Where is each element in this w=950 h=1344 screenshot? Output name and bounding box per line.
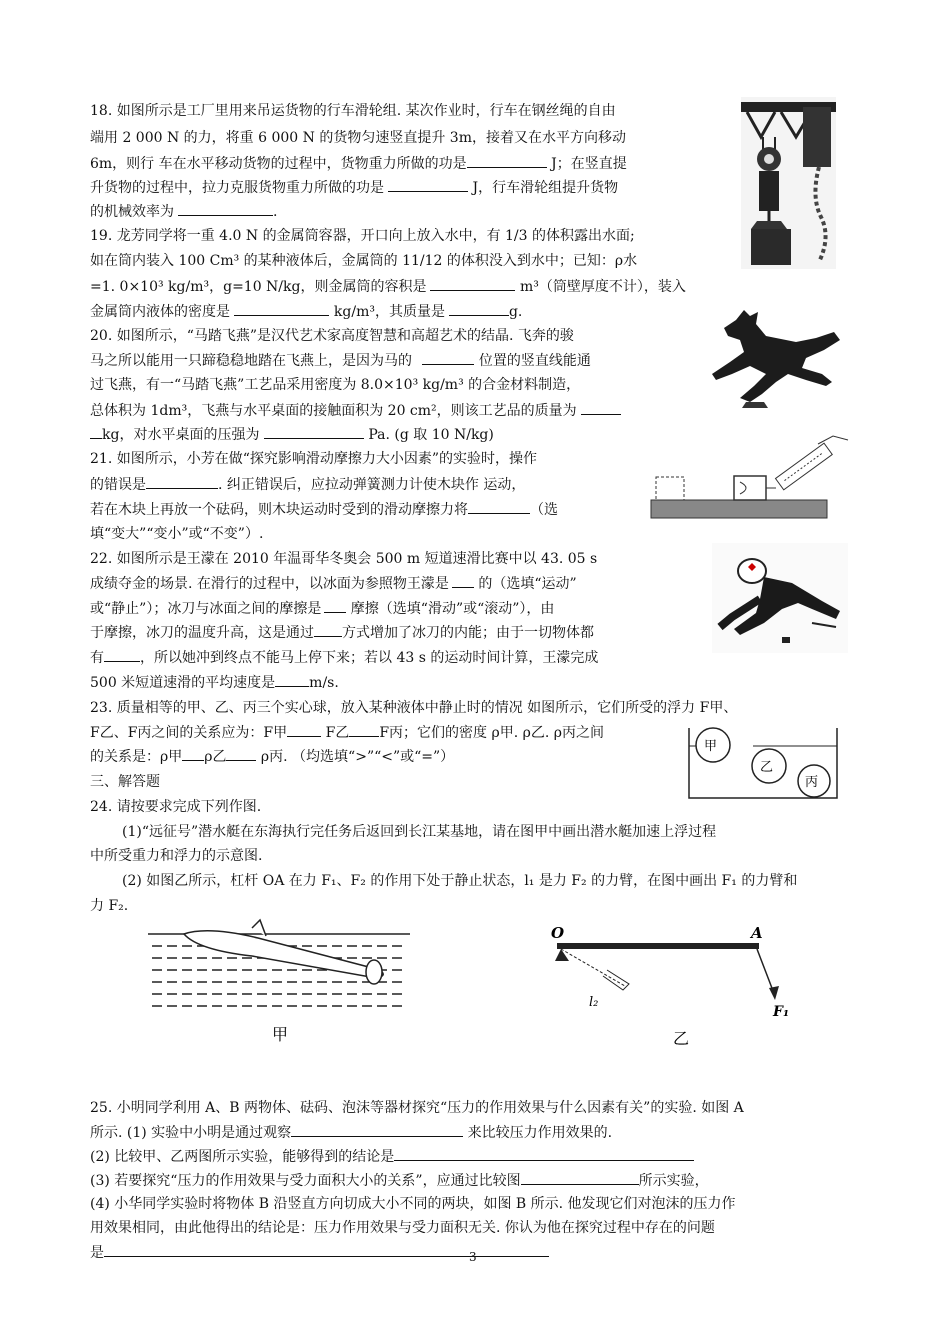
q21-line-4: 填“变大”“变小”或“不变”）. — [90, 526, 264, 542]
q19-line-2: 如在筒内装入 100 Cm³ 的某种液体后，金属筒的 11/12 的体积没入到水中；已知：ρ水 — [90, 253, 638, 269]
q24-part2-line-2: 力 F₂. — [90, 898, 129, 914]
q20-line-3: 过飞燕，有一“马踏飞燕”工艺品采用密度为 8.0×10³ kg/m³ 的合金材料制造， — [90, 377, 581, 393]
q21-line-3: 若在木块上再放一个砝码，则木块运动时受到的滑动摩擦力将 （选 — [90, 499, 558, 520]
ball-bing-label: 丙 — [805, 775, 819, 790]
ball-jia-label: 甲 — [704, 739, 718, 754]
q19-line-3: =1. 0×10³ kg/m³，g=10 N/kg，则金属筒的容积是 m³（筒壁厚度不计），装入 — [90, 276, 686, 297]
q22-line-4: 于摩擦，冰刀的温度升高，这是通过 方式增加了冰刀的内能；由于一切物体都 — [90, 622, 594, 643]
q20-line-2: 马之所以能用一只蹄稳稳地踏在飞燕上，是因为马的 位置的竖直线能通 — [90, 350, 591, 371]
speed-skater-figure — [712, 543, 848, 653]
q25-line-7: 是 — [90, 1242, 549, 1263]
lever-o-label: O — [551, 924, 565, 942]
lever-f1-label: F₁ — [773, 1004, 790, 1020]
q22-line-3: 或“静止”）；冰刀与冰面之间的摩擦是 摩擦（选填“滑动”或“滚动”），由 — [90, 598, 554, 619]
q18-line-4: 升货物的过程中，拉力克服货物重力所做的功是 J，行车滑轮组提升货物 — [90, 177, 618, 198]
q22-line-6: 500 米短道速滑的平均速度是 m/s. — [90, 672, 339, 693]
q20-line-5: kg，对水平桌面的压强为 Pa. (g 取 10 N/kg) — [90, 424, 494, 445]
figure-caption-jia: 甲 — [272, 1025, 289, 1042]
page-number: 3 — [469, 1250, 477, 1264]
q23-line-1: 23. 质量相等的甲、乙、丙三个实心球，放入某种液体中静止时的情况 如图所示，它们所受的浮力 F甲、 — [90, 700, 738, 716]
ball-yi-label: 乙 — [760, 760, 774, 775]
lever-l2-label: l₂ — [589, 995, 599, 1010]
q25-line-3: (2) 比较甲、乙两图所示实验，能够得到的结论是 — [90, 1146, 694, 1167]
q20-line-1: 20. 如图所示，“马踏飞燕”是汉代艺术家高度智慧和高超艺术的结晶. 飞奔的骏 — [90, 328, 574, 344]
q23-line-2: F乙、F丙之间的关系应为：F甲 F乙 F丙；它们的密度 ρ甲. ρ乙. ρ丙之间 — [90, 722, 604, 743]
q25-line-5: (4) 小华同学实验时将物体 B 沿竖直方向切成大小不同的两块，如图 B 所示. 他发现它们对泡沫的压力作 — [90, 1196, 736, 1212]
q25-line-6: 用效果相同，由此他得出的结论是：压力作用效果与受力面积无关. 你认为他在探究过程中存在的问题 — [90, 1220, 715, 1236]
flying-horse-figure — [706, 302, 846, 412]
q24-part2-line-1: (2) 如图乙所示，杠杆 OA 在力 F₁、F₂ 的作用下处于静止状态，l₁ 是力 F₂ 的力臂，在图中画出 F₁ 的力臂和 — [122, 873, 798, 889]
q20-line-4: 总体积为 1dm³，飞燕与水平桌面的接触面积为 20 cm²，则该工艺品的质量为 — [90, 400, 621, 421]
three-balls-figure — [683, 724, 843, 804]
q23-line-3: 的关系是：ρ甲 ρ乙 ρ丙. （均选填“>”“<”或“=”） — [90, 746, 454, 767]
q22-line-5: 有 ，所以她冲到终点不能马上停下来；若以 43 s 的运动时间计算，王濛完成 — [90, 647, 598, 668]
q22-line-2: 成绩夺金的场景. 在滑行的过程中，以冰面为参照物王濛是 的（选填“运动” — [90, 573, 577, 594]
q25-line-1: 25. 小明同学利用 A、B 两物体、砝码、泡沫等器材探究“压力的作用效果与什么因素有关”的实验. 如图 A — [90, 1100, 744, 1116]
q25-line-4: (3) 若要探究“压力的作用效果与受力面积大小的关系”，应通过比较图 所示实验， — [90, 1170, 709, 1191]
figure-caption-yi: 乙 — [673, 1029, 690, 1048]
q19-line-1: 19. 龙芳同学将一重 4.0 N 的金属筒容器，开口向上放入水中，有 1/3 的体积露出水面; — [90, 228, 635, 244]
q24-part1-line-1: (1)“远征号”潜水艇在东海执行完任务后返回到长江某基地，请在图甲中画出潜水艇加速上浮过程 — [122, 824, 717, 840]
q25-line-2: 所示. (1) 实验中小明是通过观察 来比较压力作用效果的. — [90, 1122, 612, 1143]
q18-line-3: 6m，则行 车在水平移动货物的过程中，货物重力所做的功是 J；在竖直提 — [90, 153, 627, 174]
submarine-figure — [148, 912, 413, 1042]
q18-line-2: 端用 2 000 N 的力，将重 6 000 N 的货物匀速竖直提升 3m，接着又在水平方向移动 — [90, 130, 626, 146]
section-heading: 三、解答题 — [90, 774, 160, 790]
crane-pulley-figure — [741, 97, 836, 269]
q24-title: 24. 请按要求完成下列作图. — [90, 799, 262, 815]
lever-a-label: A — [751, 924, 763, 942]
q22-line-1: 22. 如图所示是王濛在 2010 年温哥华冬奥会 500 m 短道速滑比赛中以 43. 05 s — [90, 551, 598, 567]
q19-line-4: 金属筒内液体的密度是 kg/m³，其质量是 g. — [90, 301, 522, 322]
q18-line-5: 的机械效率为 . — [90, 201, 277, 222]
friction-experiment-figure — [648, 432, 853, 524]
q21-line-1: 21. 如图所示，小芳在做“探究影响滑动摩擦力大小因素”的实验时，操作 — [90, 451, 538, 467]
lever-figure — [547, 916, 807, 1048]
q24-part1-line-2: 中所受重力和浮力的示意图. — [90, 848, 263, 864]
q18-line-1: 18. 如图所示是工厂里用来吊运货物的行车滑轮组. 某次作业时，行车在钢丝绳的自由 — [90, 103, 616, 119]
q21-line-2: 的错误是 . 纠正错误后，应拉动弹簧测力计使木块作 运动， — [90, 474, 525, 495]
